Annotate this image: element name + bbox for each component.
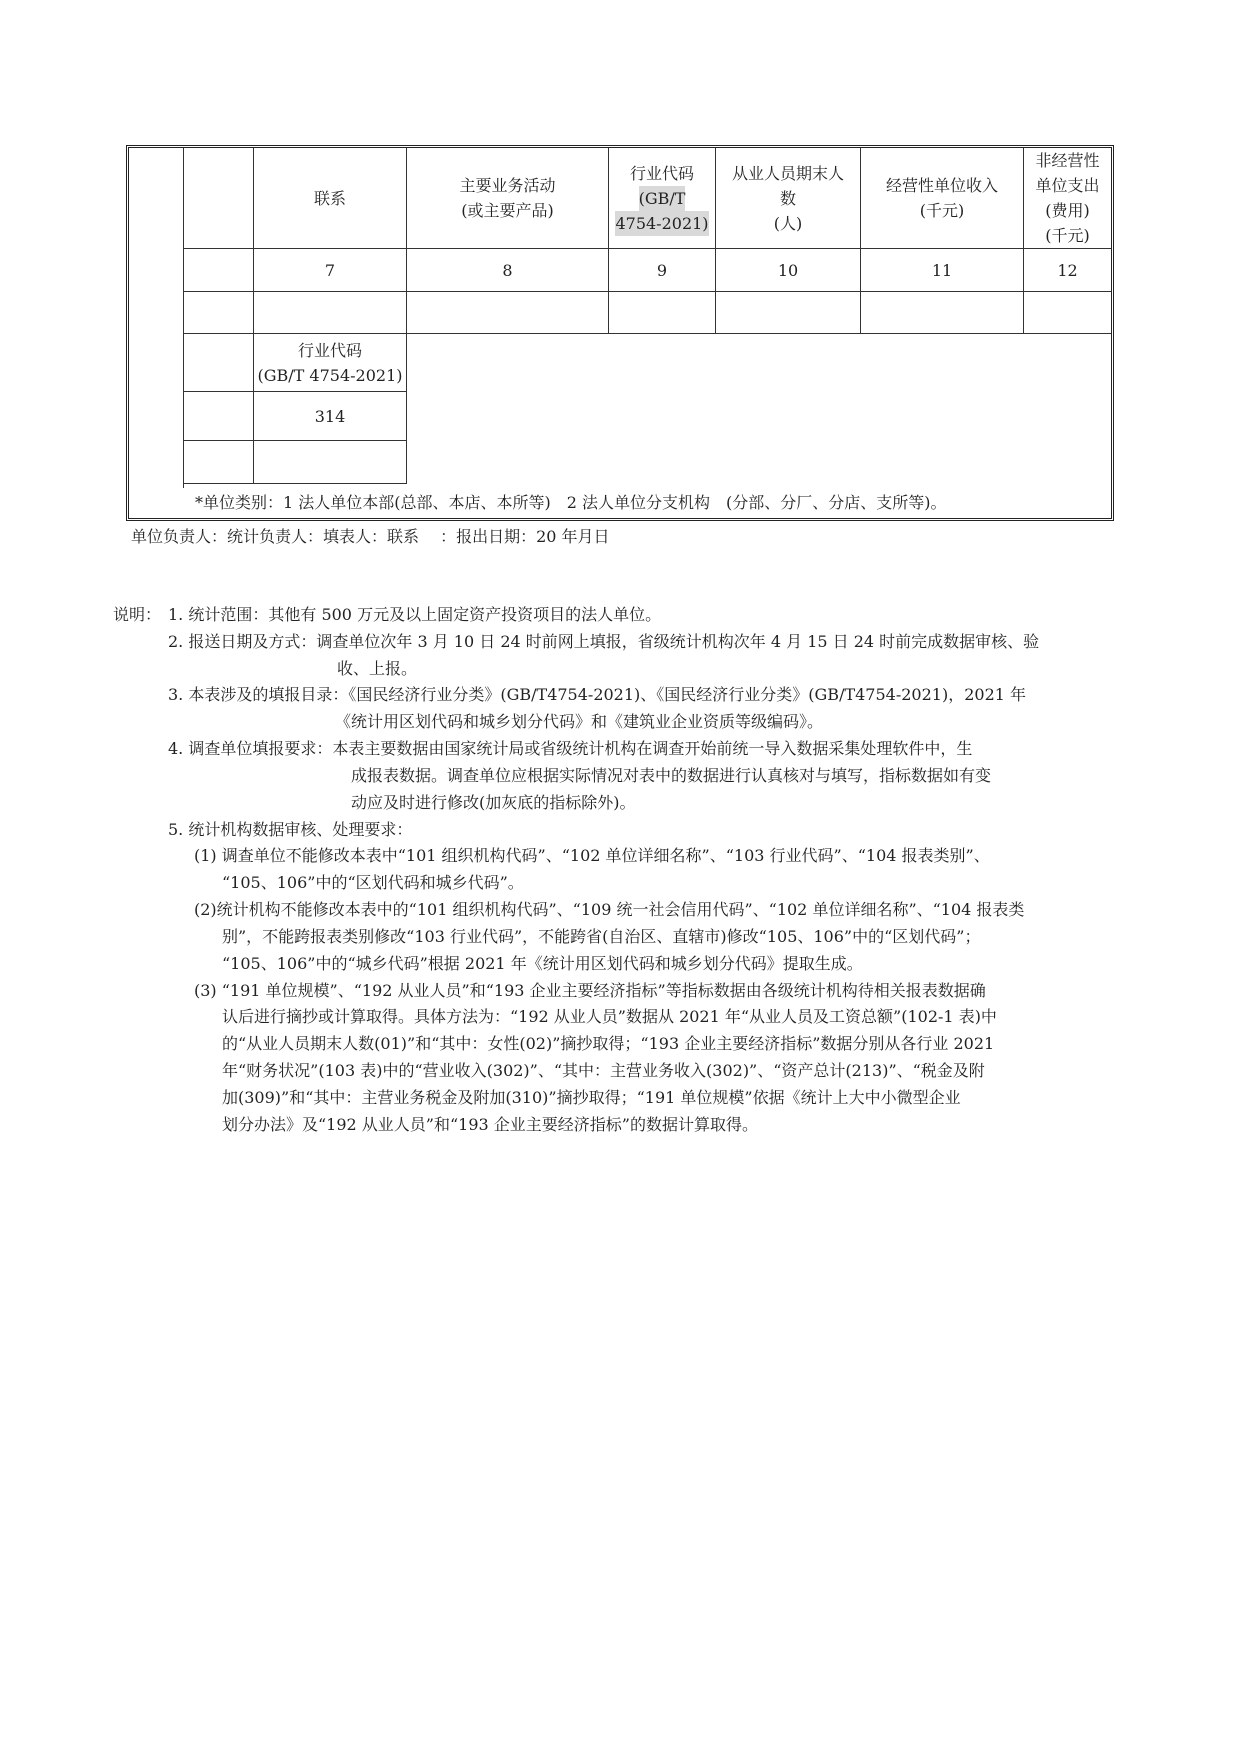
data-cell-non-business-expense[interactable] — [1024, 292, 1111, 334]
sub-industry-code-label: 行业代码 (GB/T 4754-2021) — [254, 334, 407, 392]
explanation-line-9: 5. 统计机构数据审核、处理要求： — [168, 820, 413, 839]
data-cell-main-activity[interactable] — [407, 292, 609, 334]
header-industry-code: 行业代码 (GB/T 4754-2021) — [609, 148, 716, 249]
explanation-line-18: 年“财务状况”(103 表)中的“营业收入(302)”、“其中：主营业务收入(302)”、“资产总计(213)”、“税金及附 — [222, 1061, 985, 1080]
explanation-line-6: 4. 调查单位填报要求：本表主要数据由国家统计局或省级统计机构在调查开始前统一导入数据采集处理软件中，生 — [168, 739, 973, 758]
signature-line: 单位负责人：统计负责人：填表人：联系 ：报出日期：20 年月日 — [131, 527, 610, 546]
column-number-8: 8 — [407, 249, 609, 292]
column-number-10: 10 — [716, 249, 861, 292]
explanation-line-1: 1. 统计范围：其他有 500 万元及以上固定资产投资项目的法人单位。 — [168, 605, 662, 624]
column-number-7: 7 — [254, 249, 407, 292]
explanation-line-14: “105、106”中的“城乡代码”根据 2021 年《统计用区划代码和城乡划分代码》提取生成。 — [222, 954, 863, 973]
explanation-line-16: 认后进行摘抄或计算取得。具体方法为：“192 从业人员”数据从 2021 年“从业人员及工资总额”(102-1 表)中 — [222, 1007, 997, 1026]
data-cell-business-income[interactable] — [861, 292, 1024, 334]
explanation-line-19: 加(309)”和“其中：主营业务税金及附加(310)”摘抄取得；“191 单位规模”依据《统计上大中小微型企业 — [222, 1088, 961, 1107]
explanation-line-13: 别”，不能跨报表类别修改“103 行业代码”，不能跨省(自治区、直辖市)修改“105、106”中的“区划代码”； — [222, 927, 981, 946]
explanation-line-5: 《统计用区划代码和城乡划分代码》和《建筑业企业资质等级编码》。 — [335, 712, 824, 731]
header-employees: 从业人员期末人 数 (人) — [716, 148, 861, 249]
header-blank-cell — [184, 148, 254, 249]
explanation-line-2: 2. 报送日期及方式：调查单位次年 3 月 10 日 24 时前网上填报，省级统计机构次年 4 月 15 日 24 时前完成数据审核、验 — [168, 632, 1040, 651]
sub-row-blank-4 — [254, 441, 407, 484]
sub-row-blank-2 — [184, 392, 254, 441]
explanation-line-4: 3. 本表涉及的填报目录：《国民经济行业分类》(GB/T4754-2021)、《国民经济行业分类》(GB/T4754-2021)，2021 年 — [168, 685, 1027, 704]
data-cell-blank — [184, 292, 254, 334]
header-business-income: 经营性单位收入 (千元) — [861, 148, 1024, 249]
statistics-table — [126, 145, 1114, 521]
explanation-line-17: 的“从业人员期末人数(01)”和“其中：女性(02)”摘抄取得；“193 企业主要经济指标”数据分别从各行业 2021 — [222, 1034, 995, 1053]
explanation-line-7: 成报表数据。调查单位应根据实际情况对表中的数据进行认真核对与填写，指标数据如有变 — [351, 766, 992, 785]
explanation-line-3: 收、上报。 — [337, 659, 418, 678]
sub-industry-code-value: 314 — [254, 392, 407, 441]
column-number-12: 12 — [1024, 249, 1111, 292]
explanation-line-12: (2)统计机构不能修改本表中的“101 组织机构代码”、“109 统一社会信用代码”、“102 单位详细名称”、“104 报表类 — [194, 900, 1025, 919]
data-cell-employees[interactable] — [716, 292, 861, 334]
number-row-blank — [184, 249, 254, 292]
sub-row-blank-3 — [184, 441, 254, 484]
table-left-margin-column — [129, 148, 184, 488]
explanation-line-10: (1) 调查单位不能修改本表中“101 组织机构代码”、“102 单位详细名称”、“103 行业代码”、“104 报表类别”、 — [194, 846, 990, 865]
explanation-label: 说明： — [113, 605, 162, 624]
explanation-line-8: 动应及时进行修改(加灰底的指标除外)。 — [351, 793, 636, 812]
header-main-activity: 主要业务活动 (或主要产品) — [407, 148, 609, 249]
unit-type-note: *单位类别：1 法人单位本部(总部、本店、本所等) 2 法人单位分支机构 (分部、分厂、分店、支所等)。 — [195, 492, 947, 512]
data-cell-contact[interactable] — [254, 292, 407, 334]
header-contact: 联系 — [254, 148, 407, 249]
data-cell-industry-code[interactable] — [609, 292, 716, 334]
column-number-11: 11 — [861, 249, 1024, 292]
sub-row-blank-1 — [184, 334, 254, 392]
explanation-line-15: (3) “191 单位规模”、“192 从业人员”和“193 企业主要经济指标”等指标数据由各级统计机构待相关报表数据确 — [194, 981, 986, 1000]
header-non-business-expense: 非经营性 单位支出 (费用) (千元) — [1024, 148, 1111, 249]
explanation-line-20: 划分办法》及“192 从业人员”和“193 企业主要经济指标”的数据计算取得。 — [222, 1115, 758, 1134]
column-number-9: 9 — [609, 249, 716, 292]
explanation-line-11: “105、106”中的“区划代码和城乡代码”。 — [222, 873, 524, 892]
